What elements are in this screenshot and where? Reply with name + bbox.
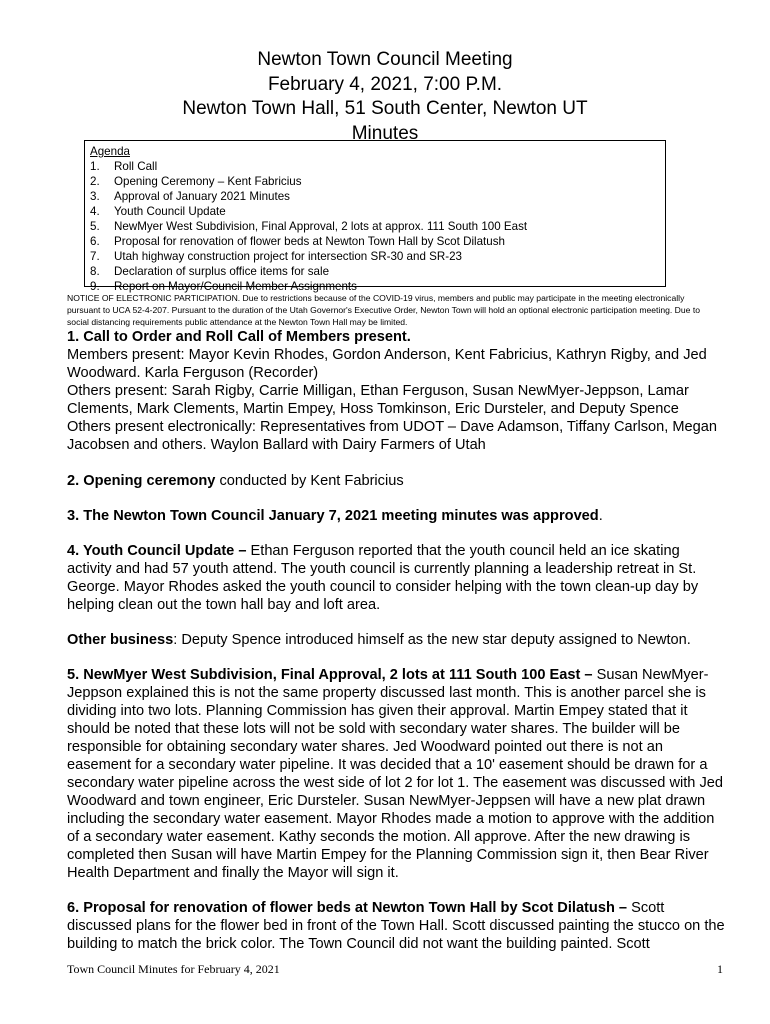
agenda-item: 2. Opening Ceremony – Kent Fabricius (90, 175, 302, 188)
agenda-list (90, 159, 665, 294)
minutes-title: Minutes (351, 122, 419, 144)
section-heading: Other business (67, 632, 174, 648)
footer-title: Town Council Minutes for February 4, 2021 (67, 962, 280, 976)
members-present: Members present: Mayor Kevin Rhodes, Gordon Anderson, Kent Fabricius, Kathryn Rigby, and Jed Woodward. Karla Ferguson (Recorder) (67, 347, 707, 381)
agenda-item: 8. Declaration of surplus office items for sale (90, 265, 330, 278)
meeting-title: Newton Town Council Meeting (257, 49, 513, 70)
others-present: Others present: Sarah Rigby, Carrie Milligan, Ethan Ferguson, Susan NewMyer-Jeppson, Lamar Clements, Mark Clements, Martin Empey, Hoss Tomkinson, Eric Dursteler, and Deputy Spence (67, 383, 689, 417)
section-heading: 5. NewMyer West Subdivision, Final Approval, 2 lots at 111 South 100 East – (67, 667, 597, 683)
section-youth-council: 4. Youth Council Update – Ethan Ferguson reported that the youth council held an ice skating activity and had 57 youth attend. The youth council is currently planning a leadership retreat in St. George. Mayor Rhodes asked the youth council to consider helping with the town clean-up day by helping clean out the town hall bay and loft area. (67, 543, 699, 613)
section-newmyer-subdivision: 5. NewMyer West Subdivision, Final Approval, 2 lots at 111 South 100 East – Susan NewMyer-Jeppson explained this is not the same property discussed last month. This is another parcel she is dividing into two lots. Planning Commission has given their approval. Martin Empey stated that it should be noted that these lots will not be sold with secondary water shares. The builder will be responsible for obtaining secondary water shares. Jed Woodward pointed out there is not an easement for a secondary water pipeline. It was decided that a 10' easement should be drawn for a secondary water pipeline across the west side of lot 2 for lot 1. The easement was discussed with Jed Woodward and town engineer, Eric Dursteler. Susan NewMyer-Jeppsen will have a new plat drawn including the secondary water easement. Mayor Rhodes made a motion to approve with the addition of a secondary water easement. Kathy seconds the motion. All approve. After the new drawing is completed then Susan will have Martin Empey for the Planning Commission sign it, then Bear River Health Department and finally the Mayor will sign it. (67, 667, 723, 881)
page-number: 1 (717, 962, 723, 976)
agenda-item: 1. Roll Call (90, 160, 158, 173)
agenda-item: 5. NewMyer West Subdivision, Final Approval, 2 lots at approx. 111 South 100 East (90, 220, 528, 233)
section-heading: 3. The Newton Town Council January 7, 2021 meeting minutes was approved (67, 508, 599, 524)
meeting-location: Newton Town Hall, 51 South Center, Newton UT (182, 98, 588, 119)
section-opening-ceremony: 2. Opening ceremony conducted by Kent Fabricius (67, 473, 404, 489)
section-flower-beds: 6. Proposal for renovation of flower beds at Newton Town Hall by Scot Dilatush – Scott discussed plans for the flower bed in front of the Town Hall. Scott discussed painting the stucco on the building to match the brick color. The Town Council did not want the building painted. Scott (67, 900, 725, 952)
others-electronic: Others present electronically: Representatives from UDOT – Dave Adamson, Tiffany Carlson, Megan Jacobsen and others. Waylon Ballard with Dairy Farmers of Utah (67, 419, 717, 453)
section-heading: 6. Proposal for renovation of flower beds at Newton Town Hall by Scot Dilatush – (67, 900, 632, 916)
agenda-item: 7. Utah highway construction project for intersection SR-30 and SR-23 (90, 250, 462, 263)
section-other-business: Other business: Deputy Spence introduced himself as the new star deputy assigned to Newton. (67, 632, 691, 648)
agenda-item: 4. Youth Council Update (90, 205, 226, 218)
agenda-item: 9. Report on Mayor/Council Member Assignments (90, 280, 357, 293)
section-heading: 2. Opening ceremony (67, 473, 216, 489)
section-roll-call (67, 328, 727, 454)
document-header (0, 48, 770, 146)
agenda-item: 3. Approval of January 2021 Minutes (90, 190, 290, 203)
section-heading: 4. Youth Council Update – (67, 543, 251, 559)
minutes-body (67, 328, 727, 970)
agenda-box (84, 140, 666, 293)
section-heading: 1. Call to Order and Roll Call of Members present. (67, 329, 411, 345)
agenda-title: Agenda (90, 145, 130, 158)
page-footer (67, 962, 723, 977)
section-minutes-approval: 3. The Newton Town Council January 7, 2021 meeting minutes was approved. (67, 508, 603, 524)
meeting-date: February 4, 2021, 7:00 P.M. (267, 73, 503, 95)
electronic-participation-notice: NOTICE OF ELECTRONIC PARTICIPATION. Due to restrictions because of the COVID-19 virus, members and public may participate in the meeting electronically pursuant to UCA 52-4-207. Pursuant to the duration of the Utah Governor's Executive Order, Newton Town will hold an optional electronic participation meeting. Due to social distancing requirements public attendance at the Newton Town Hall may be limited. (67, 293, 700, 327)
agenda-item: 6. Proposal for renovation of flower beds at Newton Town Hall by Scot Dilatush (90, 235, 505, 248)
